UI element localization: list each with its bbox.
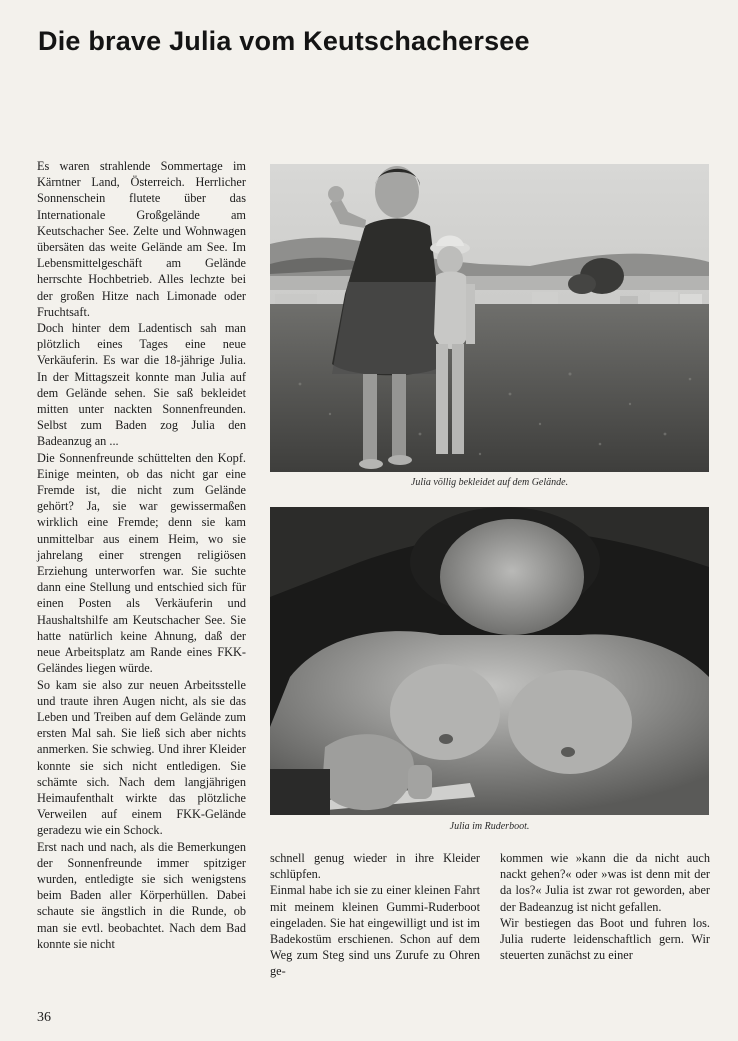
- text-column-3: [500, 850, 710, 963]
- paragraph: Die Sonnenfreunde schüttelten den Kopf. Einige meinten, ob das nicht gar eine Fremde ist, die nicht zum Gelände gehört? Ja, sie war gewissermaßen wirklich eine Fremde; denn sie kam unmittelbar aus einem Heim, wo sie jahrelang einer strengen religiösen Erziehung unterworfen war. Sie suchte dann eine Stellung und entschied sich für einen Posten als Verkäuferin und Haushaltshilfe am Keutschacher See. Sie hatte natürlich keine Ahnung, daß der neue Arbeitsplatz am Rande eines FKK-Geländes liegen würde.: [37, 450, 246, 676]
- page-number: 36: [37, 1010, 51, 1025]
- photo-julia-on-grounds: [270, 164, 709, 472]
- paragraph: Einmal habe ich sie zu einer kleinen Fahrt mit meinem kleinen Gummi-Ruderboot eingeladen. Sie hat eingewilligt und ist im Badekostüm erschienen. Schon auf dem Weg zum Steg sind uns Zurufe zu Ohren ge-: [270, 883, 480, 979]
- text-column-1: [37, 158, 246, 952]
- photo-caption: Julia völlig bekleidet auf dem Gelände.: [410, 477, 569, 488]
- paragraph: So kam sie also zur neuen Arbeitsstelle und traute ihren Augen nicht, als sie das Leben und Treiben auf dem Gelände zum ersten Mal sah. Sie ließ sich aber nichts anmerken. Sie schwieg. Und ihrer Kleider konnte sie sich nicht entledigen. Sie schämte sich. Nach dem langjährigen Heimaufenthalt wirkte das plötzliche Verweilen auf einem FKK-Gelände geradezu wie ein Schock.: [37, 677, 246, 838]
- paragraph: Wir bestiegen das Boot und fuhren los. Julia ruderte leidenschaftlich gern. Wir steuerten zunächst zu einer: [500, 915, 710, 963]
- article-title: Die brave Julia vom Keutschachersee: [38, 26, 530, 56]
- photo-caption: Julia im Ruderboot.: [449, 821, 530, 832]
- paragraph: schnell genug wieder in ihre Kleider schlüpfen.: [270, 851, 480, 882]
- paragraph: Erst nach und nach, als die Bemerkungen der Sonnenfreunde immer spitziger wurden, entledigte sie sich wenigstens beim Baden aller Körperhüllen. Dabei schaute sie ängstlich in die Runde, ob man sie evtl. beobachtet. Nach dem Bad konnte sie nicht: [37, 839, 246, 951]
- paragraph: Doch hinter dem Ladentisch sah man plötzlich eines Tages eine neue Verkäuferin. Es war die 18-jährige Julia. In der Mittagszeit konnte man Julia auf dem Gelände sehen. Sie saß bekleidet mitten unter nackten Sonnenfreunden. Selbst zum Baden zog Julia den Badeanzug an ...: [37, 321, 246, 449]
- paragraph: Es waren strahlende Sommertage im Kärntner Land, Österreich. Herrlicher Sonnenschein flutete über das Internationale Großgelände am Keutschacher See. Zelte und Wohnwagen übersäten das weite Gelände am See. Im Lebensmittelgeschäft am Gelände herrschte Hochbetrieb. Alles lechzte bei der großen Hitze nach Limonade oder Fruchtsaft.: [37, 159, 246, 319]
- text-column-2: [270, 850, 480, 980]
- paragraph: kommen wie »kann die da nicht auch nackt gehen?« oder »was ist denn mit der da los?« Julia ist zwar rot geworden, aber der Badeanzug ist nicht gefallen.: [500, 851, 710, 914]
- photo-julia-in-rowboat: [270, 507, 709, 815]
